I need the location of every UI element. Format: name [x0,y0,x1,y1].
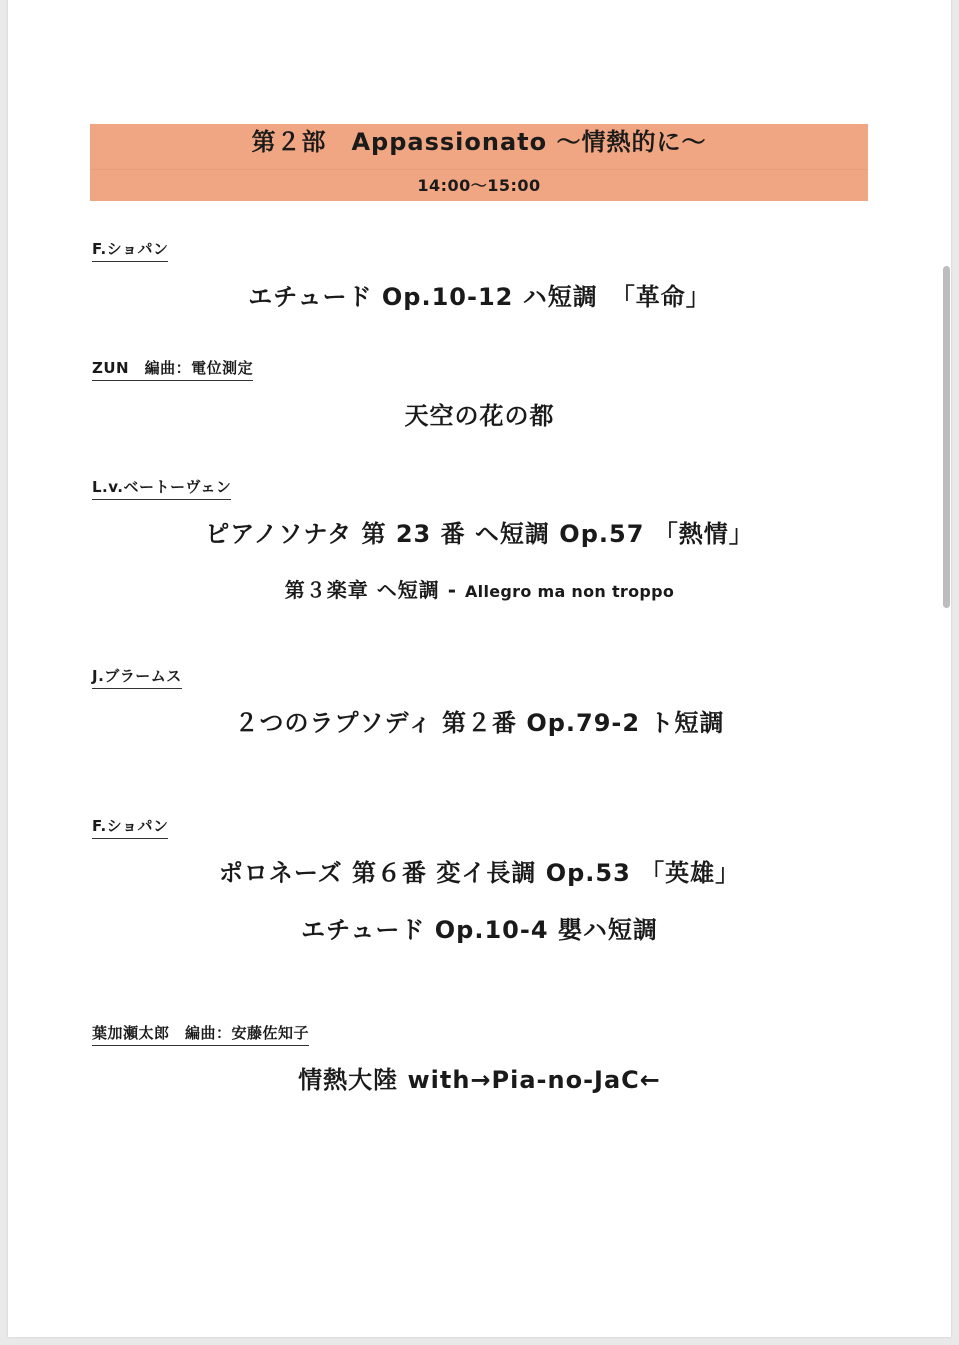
piece-title: ポロネーズ 第６番 変イ長調 Op.53 「英雄」 [218,859,741,887]
piece-title: ２つのラプソディ 第２番 Op.79-2 ト短調 [234,709,725,737]
section-header [90,124,868,201]
composer-label: J.ブラームス [92,665,182,689]
piece-title: 天空の花の都 [404,402,555,430]
composer-label: ZUN 編曲：電位測定 [92,357,253,381]
piece-title: ピアノソナタ 第 23 番 ヘ短調 Op.57 「熱情」 [205,520,754,548]
composer-label: 葉加瀬太郎 編曲：安藤佐知子 [92,1022,309,1046]
movement-label: 第３楽章 ヘ短調 - [284,578,458,602]
piece-title: 情熱大陸 with→Pia-no-JaC← [298,1066,661,1094]
section-title: 第２部 Appassionato ～情熱的に～ [90,124,868,170]
movement-tempo: Allegro ma non troppo [464,582,675,601]
composer-label: F.ショパン [92,815,168,839]
document-page [8,0,951,1337]
section-time: 14:00～15:00 [417,176,541,195]
composer-label: L.v.ベートーヴェン [92,476,231,500]
piece-title: エチュード Op.10-4 嬰ハ短調 [301,916,658,944]
movement-line [8,574,951,603]
composer-label: F.ショパン [92,238,168,262]
piece-title: エチュード Op.10-12 ハ短調 「革命」 [248,283,711,311]
vertical-scrollbar[interactable] [943,266,950,608]
